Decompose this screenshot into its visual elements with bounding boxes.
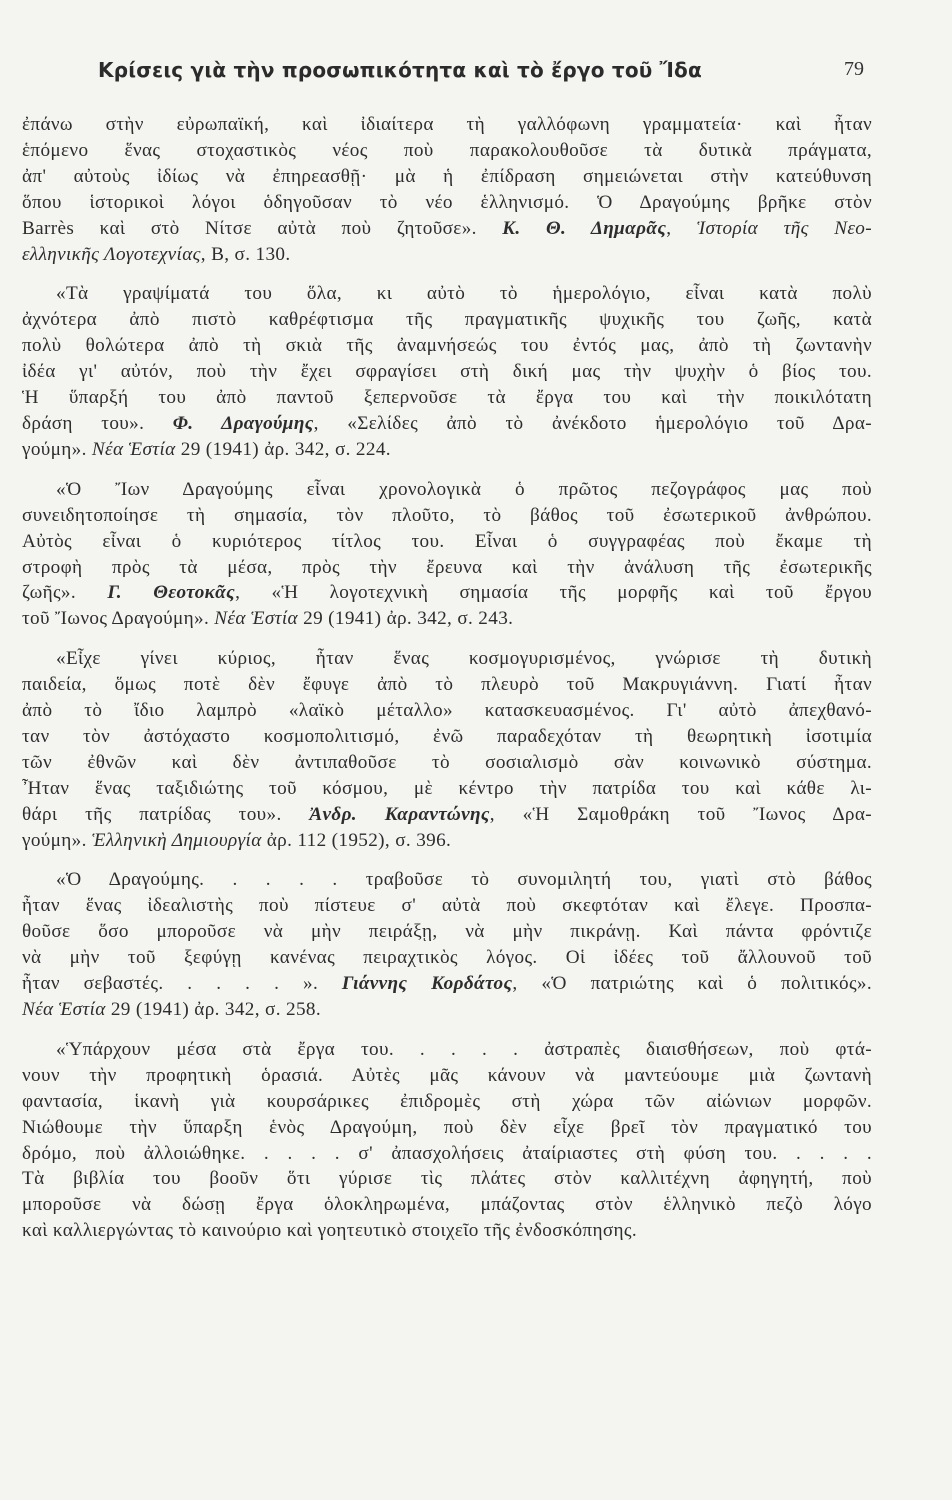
text-run: «Εἶχε γίνει κύριος, ἦταν ἕνας κοσμογυρισμένος, γνώρισε τὴ δυτικὴ (56, 648, 872, 670)
text-line (22, 1089, 872, 1115)
source-title: Ἱστορία τῆς Νεο- (696, 217, 872, 239)
text-run: ζωῆς». (22, 582, 108, 604)
text-line (22, 503, 872, 529)
page-number: 79 (844, 58, 864, 80)
text-line (22, 216, 872, 242)
text-run: , Β, σ. 130. (200, 243, 291, 265)
text-line (22, 1166, 872, 1192)
text-run: , «Ἡ Σαμοθράκη τοῦ Ἴωνος Δρα- (489, 803, 872, 825)
text-run: νουν τὴν προφητικὴ ὁρασιά. Αὐτὲς μᾶς κάνουν νὰ μαντεύουμε μιὰ ζωντανὴ (22, 1064, 872, 1086)
text-run: , «Ὁ πατριώτης καὶ ὁ πολιτικός». (512, 973, 873, 995)
text-run: «Ὑπάρχουν μέσα στὰ ἔργα του. . . . . ἀστραπὲς διαισθήσεων, ποὺ φτά- (56, 1038, 872, 1060)
text-run: συνειδητοποίησε τὴ σημασία, τὸν πλοῦτο, τὸ βάθος τοῦ ἐσωτερικοῦ ἀνθρώπου. (22, 504, 872, 526)
author-name: Γιάννης Κορδάτος (341, 973, 513, 995)
text-run: «Ὁ Ἴων Δραγούμης εἶναι χρονολογικὰ ὁ πρῶτος πεζογράφος μας ποὺ (56, 478, 872, 500)
text-run: Barrès καὶ στὸ Νίτσε αὐτὰ ποὺ ζητοῦσε». (22, 217, 503, 239)
text-run: Ἡ ὕπαρξή του ἀπὸ παντοῦ ξεπερνοῦσε τὰ ἔργα του καὶ τὴν ποικιλότατη (22, 387, 872, 409)
author-name: Ἀνδρ. Καραντώνης (309, 803, 490, 825)
text-line (22, 580, 872, 606)
text-line (22, 997, 872, 1023)
paragraph (22, 281, 872, 462)
text-run: στροφὴ πρὸς τὰ μέσα, πρὸς τὴν ἔρευνα καὶ τὴν ἀνάλυση τῆς ἐσωτερικῆς (22, 556, 872, 578)
text-line (22, 971, 872, 997)
text-line (22, 437, 872, 463)
text-line (22, 190, 872, 216)
running-head-title: Κρίσεις γιὰ τὴν προσωπικότητα καὶ τὸ ἔργο τοῦ Ἴδα (98, 58, 702, 82)
text-run: θοῦσε ὅσο μποροῦσε νὰ μὴν πειράξῃ, νὰ μὴν πικράνῃ. Καὶ πάντα φρόντιζε (22, 921, 872, 943)
text-run: καὶ καλλιεργώντας τὸ καινούριο καὶ γοητευτικὸ στοιχεῖο τῆς ἐνδοσκόπησης. (22, 1220, 638, 1242)
text-line (22, 359, 872, 385)
text-run: «Τὰ γραψίματά του ὅλα, κι αὐτὸ τὸ ἡμερολόγιο, εἶναι κατὰ πολὺ (56, 283, 872, 305)
text-line (22, 242, 872, 268)
text-run: ἀπ' αὐτοὺς ἰδίως νὰ ἐπηρεασθῇ· μὰ ἡ ἐπίδραση σημειώνεται στὴν κατεύθυνση (22, 165, 872, 187)
text-line (22, 529, 872, 555)
text-line (22, 724, 872, 750)
author-name: Φ. Δραγούμης (172, 412, 314, 434)
text-run: γούμη». (22, 438, 92, 460)
source-title: Νέα Ἑστία (214, 608, 298, 630)
text-line (22, 1115, 872, 1141)
text-run: , (666, 217, 697, 239)
text-run: τῶν ἐθνῶν καὶ δὲν ἀντιπαθοῦσε τὸ σοσιαλισμὸ σὰν κοινωνικὸ σύστημα. (22, 751, 872, 773)
text-run: Τὰ βιβλία του βοοῦν ὅτι γύρισε τὶς πλάτες στὸν καλλιτέχνη ἀφηγητή, ποὺ (22, 1168, 872, 1190)
text-line (22, 1063, 872, 1089)
text-line (22, 385, 872, 411)
text-line (22, 802, 872, 828)
text-run: ἦταν ἕνας ἰδεαλιστὴς ποὺ πίστευε σ' αὐτὰ ποὺ σκεφτόταν καὶ ἔλεγε. Προσπα- (22, 895, 872, 917)
text-run: 29 (1941) ἀρ. 342, σ. 224. (175, 438, 391, 460)
text-run: «Ὁ Δραγούμης. . . . . τραβοῦσε τὸ συνομιλητή του, γιατὶ στὸ βάθος (56, 869, 872, 891)
text-run: πολὺ θολώτερα ἀπὸ τὴ σκιὰ τῆς ἀναμνήσεώς του ἐντός μας, ἀπὸ τὴ ζωντανὴν (22, 335, 872, 357)
text-line (22, 1037, 872, 1063)
source-title: ελληνικῆς Λογοτεχνίας (22, 243, 201, 265)
paragraph (22, 112, 872, 267)
text-run: μποροῦσε νὰ δώσῃ ἔργα ὁλοκληρωμένα, μπάζοντας στὸν ἑλληνικὸ πεζὸ λόγο (22, 1194, 872, 1216)
text-line (22, 776, 872, 802)
text-run: ἀχνότερα ἀπὸ πιστὸ καθρέφτισμα τῆς πραγματικῆς ψυχικῆς του ζωῆς, κατὰ (22, 309, 872, 331)
source-title: Νέα Ἑστία (22, 999, 106, 1020)
text-line (22, 919, 872, 945)
text-line (22, 945, 872, 971)
text-run: ἐπάνω στὴν εὐρωπαϊκή, καὶ ἰδιαίτερα τὴ γαλλόφωνη γραμματεία· καὶ ἦταν (22, 114, 872, 135)
text-line (22, 750, 872, 776)
text-run: ταν τὸν ἀστόχαστο κοσμοπολιτισμό, ἐνῶ παραδεχόταν τὴ θεωρητικὴ ἰσοτιμία (22, 725, 872, 747)
text-run: Αὐτὸς εἶναι ὁ κυριότερος τίτλος του. Εἶναι ὁ συγγραφέας ποὺ ἔκαμε τὴ (22, 530, 872, 552)
text-run: Ἦταν ἕνας ταξιδιώτης τοῦ κόσμου, μὲ κέντρο τὴν πατρίδα του καὶ κάθε λι- (22, 777, 872, 799)
paragraph (22, 477, 872, 632)
text-line (22, 411, 872, 437)
text-line (22, 1218, 872, 1244)
text-run: ἀπὸ τὸ ἴδιο λαμπρὸ «λαϊκὸ μέταλλο» κατασκευασμένος. Γι' αὐτὸ ἀπεχθανό- (22, 700, 872, 722)
running-head (98, 58, 864, 92)
source-title: Ἑλληνικὴ Δημιουργία (91, 829, 262, 851)
author-name: Κ. Θ. Δημαρᾶς (502, 217, 667, 239)
paragraph (22, 867, 872, 1022)
text-line (22, 646, 872, 672)
text-line (22, 893, 872, 919)
text-run: 29 (1941) ἀρ. 342, σ. 243. (297, 608, 514, 630)
text-line (22, 828, 872, 854)
text-line (22, 138, 872, 164)
text-run: νὰ μὴν τοῦ ξεφύγῃ κανένας πειραχτικὸς λόγος. Οἱ ἰδέες τοῦ ἄλλουνοῦ τοῦ (22, 947, 872, 969)
text-run: φαντασία, ἱκανὴ γιὰ κουρσάρικες ἐπιδρομὲς στὴ χώρα τῶν αἰώνιων μορφῶν. (22, 1090, 872, 1112)
text-run: παιδεία, ὅμως ποτὲ δὲν ἔφυγε ἀπὸ τὸ πλευρὸ τοῦ Μακρυγιάννη. Γιατί ἦταν (22, 674, 872, 696)
text-line (22, 555, 872, 581)
text-run: 29 (1941) ἀρ. 342, σ. 258. (105, 999, 322, 1020)
text-run: τοῦ Ἴωνος Δραγούμη». (22, 608, 215, 630)
paragraph (22, 646, 872, 853)
text-run: , «Ἡ λογοτεχνικὴ σημασία τῆς μορφῆς καὶ τοῦ ἔργου (235, 582, 872, 604)
text-run: , «Σελίδες ἀπὸ τὸ ἀνέκδοτο ἡμερολόγιο τοῦ Δρα- (313, 412, 872, 434)
text-run: θάρι τῆς πατρίδας του». (22, 803, 310, 825)
text-line (22, 698, 872, 724)
text-run: ἀρ. 112 (1952), σ. 396. (261, 829, 452, 851)
text-line (22, 672, 872, 698)
text-line (22, 164, 872, 190)
text-line (22, 1192, 872, 1218)
text-line (22, 112, 872, 138)
text-line (22, 281, 872, 307)
text-run: ἦταν σεβαστές. . . . . ». (22, 973, 342, 995)
author-name: Γ. Θεοτοκᾶς (107, 582, 236, 604)
text-run: δρόμο, ποὺ ἀλλοιώθηκε. . . . . σ' ἀπασχολήσεις ἀταίριαστες στὴ φύση του. . . . . (22, 1142, 872, 1164)
text-line (22, 867, 872, 893)
text-run: Νιώθουμε τὴν ὕπαρξη ἑνὸς Δραγούμη, ποὺ δὲν εἶχε βρεῖ τὸν πραγματικό του (22, 1116, 872, 1138)
text-line (22, 606, 872, 632)
text-run: ἰδέα γι' αὐτόν, ποὺ τὴν ἔχει σφραγίσει στὴ δική μας τὴν ψυχὴν ὁ βίος του. (22, 361, 872, 383)
source-title: Νέα Ἑστία (91, 438, 176, 460)
text-line (22, 477, 872, 503)
body-text (22, 112, 872, 1258)
text-line (22, 1141, 872, 1167)
text-run: γούμη». (22, 829, 92, 851)
text-line (22, 333, 872, 359)
text-run: ἑπόμενο ἕνας στοχαστικὸς νέος ποὺ παρακολουθοῦσε τὰ δυτικὰ πράγματα, (22, 139, 872, 161)
text-run: ὅπου ἱστορικοὶ λόγοι ὁδηγοῦσαν τὸ νέο ἑλληνισμό. Ὁ Δραγούμης βρῆκε στὸν (22, 191, 872, 213)
text-line (22, 307, 872, 333)
text-run: δράση του». (22, 412, 173, 434)
paragraph (22, 1037, 872, 1244)
